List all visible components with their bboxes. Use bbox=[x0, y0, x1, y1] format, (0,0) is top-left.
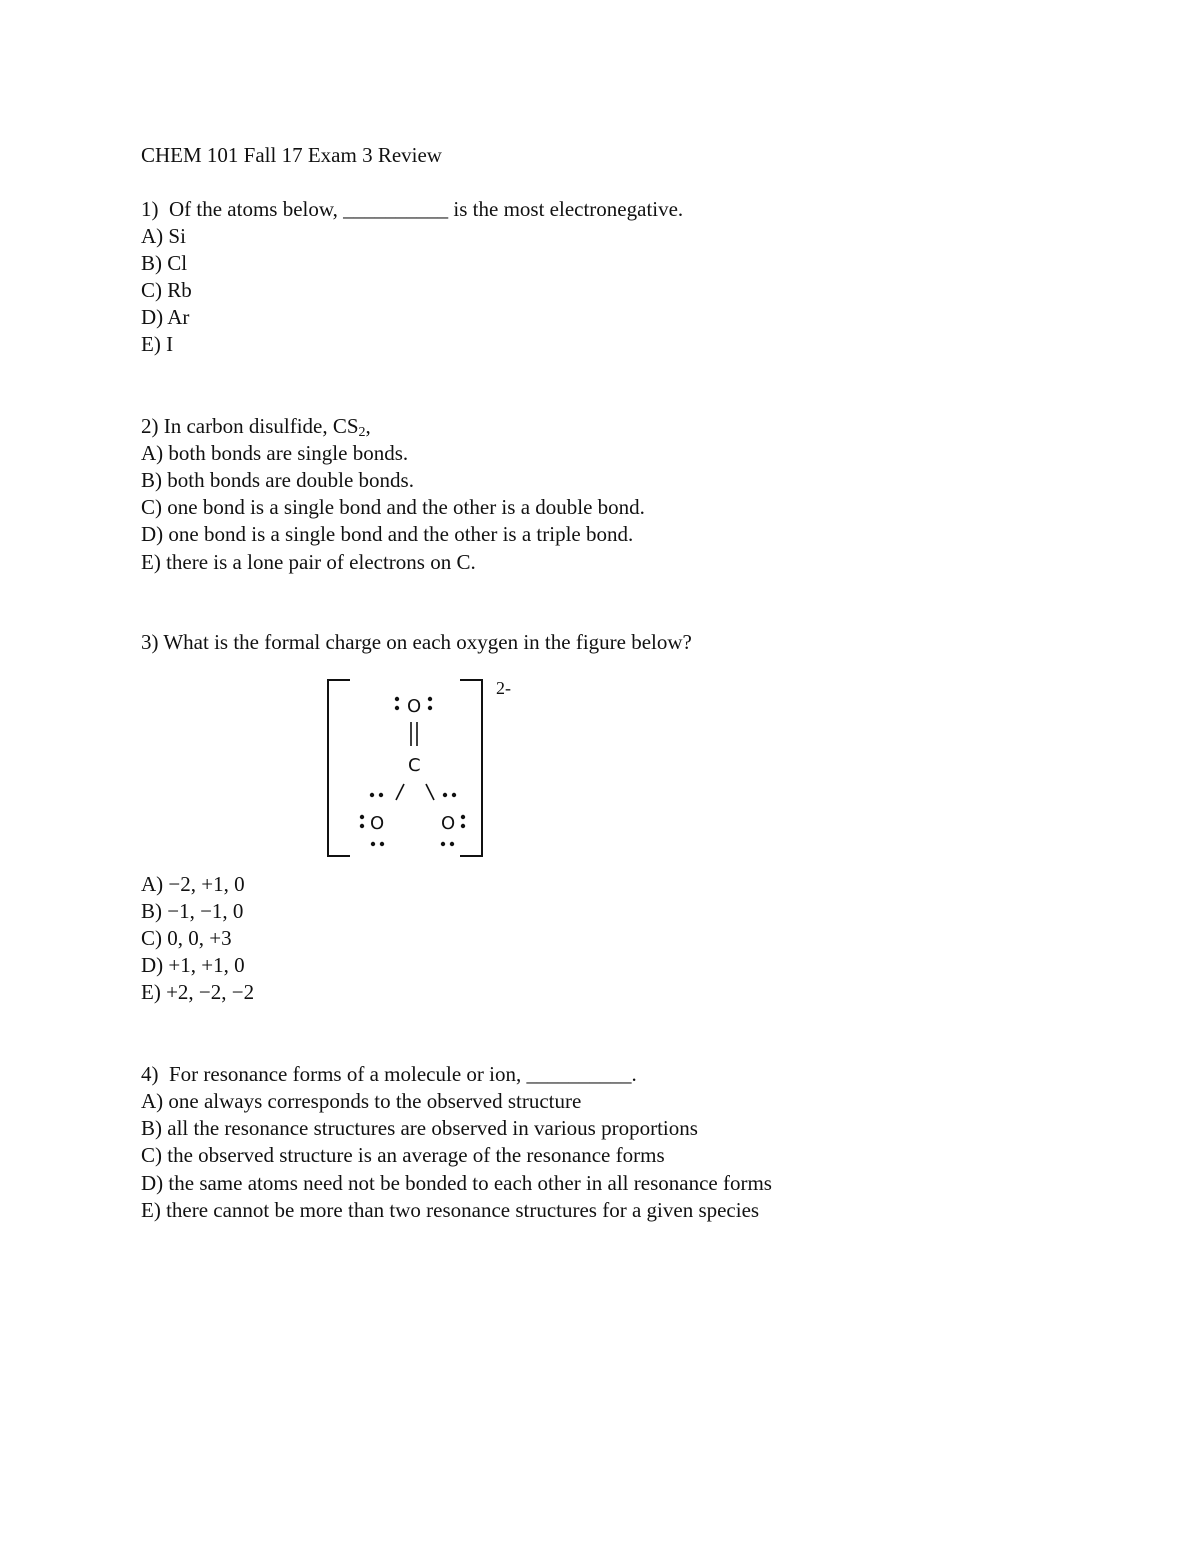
question-2-prompt-text: 2) In carbon disulfide, CS bbox=[141, 414, 359, 438]
lone-pair-dot bbox=[461, 824, 465, 828]
lone-pair-dot bbox=[360, 815, 364, 819]
lone-pair-dot bbox=[443, 793, 447, 797]
question-2-option-e: E) there is a lone pair of electrons on C. bbox=[141, 550, 476, 574]
question-4-option-e: E) there cannot be more than two resonance structures for a given species bbox=[141, 1198, 760, 1222]
question-2-option-b: B) both bonds are double bonds. bbox=[141, 468, 414, 492]
lone-pair-dot bbox=[461, 815, 465, 819]
lone-pair-dot bbox=[450, 842, 454, 846]
question-2-prompt bbox=[141, 414, 371, 440]
question-4-option-b: B) all the resonance structures are observed in various proportions bbox=[141, 1116, 698, 1140]
question-1-option-e: E) I bbox=[141, 332, 174, 356]
question-4-option-c: C) the observed structure is an average of the resonance forms bbox=[141, 1143, 665, 1167]
lone-pair-dot bbox=[395, 697, 399, 701]
single-bond-left bbox=[396, 784, 404, 800]
right-bracket bbox=[460, 680, 482, 856]
lone-pair-dot bbox=[370, 793, 374, 797]
question-1-option-b: B) Cl bbox=[141, 251, 188, 275]
question-2-option-a: A) both bonds are single bonds. bbox=[141, 441, 409, 465]
question-1-option-a: A) Si bbox=[141, 224, 186, 248]
lone-pair-dot bbox=[395, 706, 399, 710]
lewis-structure-svg bbox=[320, 672, 540, 864]
question-2-option-c: C) one bond is a single bond and the other is a double bond. bbox=[141, 495, 645, 519]
right-oxygen-atom: O bbox=[441, 813, 456, 834]
lone-pair-dot bbox=[428, 697, 432, 701]
lone-pair-dot bbox=[379, 793, 383, 797]
question-4-option-a: A) one always corresponds to the observed structure bbox=[141, 1089, 582, 1113]
question-4-prompt: 4) For resonance forms of a molecule or ion, __________. bbox=[141, 1062, 637, 1086]
lone-pair-dot bbox=[452, 793, 456, 797]
lone-pair-dot bbox=[380, 842, 384, 846]
left-oxygen-atom: O bbox=[370, 813, 385, 834]
question-3-prompt: 3) What is the formal charge on each oxygen in the figure below? bbox=[141, 630, 692, 654]
question-1-option-d: D) Ar bbox=[141, 305, 190, 329]
lone-pair-dot bbox=[428, 706, 432, 710]
question-3-option-d: D) +1, +1, 0 bbox=[141, 953, 245, 977]
lone-pair-dot bbox=[441, 842, 445, 846]
lone-pair-dot bbox=[360, 824, 364, 828]
left-bracket bbox=[328, 680, 350, 856]
question-1-option-c: C) Rb bbox=[141, 278, 192, 302]
question-3-option-b: B) −1, −1, 0 bbox=[141, 899, 244, 923]
page-title: CHEM 101 Fall 17 Exam 3 Review bbox=[141, 143, 442, 167]
question-4-option-d: D) the same atoms need not be bonded to each other in all resonance forms bbox=[141, 1171, 772, 1195]
question-2-option-d: D) one bond is a single bond and the other is a triple bond. bbox=[141, 522, 634, 546]
question-3-option-a: A) −2, +1, 0 bbox=[141, 872, 245, 896]
ion-charge: 2- bbox=[496, 678, 511, 698]
question-3-option-e: E) +2, −2, −2 bbox=[141, 980, 255, 1004]
single-bond-right bbox=[426, 784, 434, 800]
question-2-prompt-end: , bbox=[365, 414, 371, 438]
question-2-prompt-subscript: 2 bbox=[358, 425, 366, 440]
top-oxygen-atom: O bbox=[407, 696, 422, 717]
question-3-option-c: C) 0, 0, +3 bbox=[141, 926, 232, 950]
lone-pair-dot bbox=[371, 842, 375, 846]
question-1-prompt: 1) Of the atoms below, __________ is the most electronegative. bbox=[141, 197, 684, 221]
carbonate-lewis-structure bbox=[320, 672, 540, 864]
carbon-atom: C bbox=[408, 755, 421, 776]
